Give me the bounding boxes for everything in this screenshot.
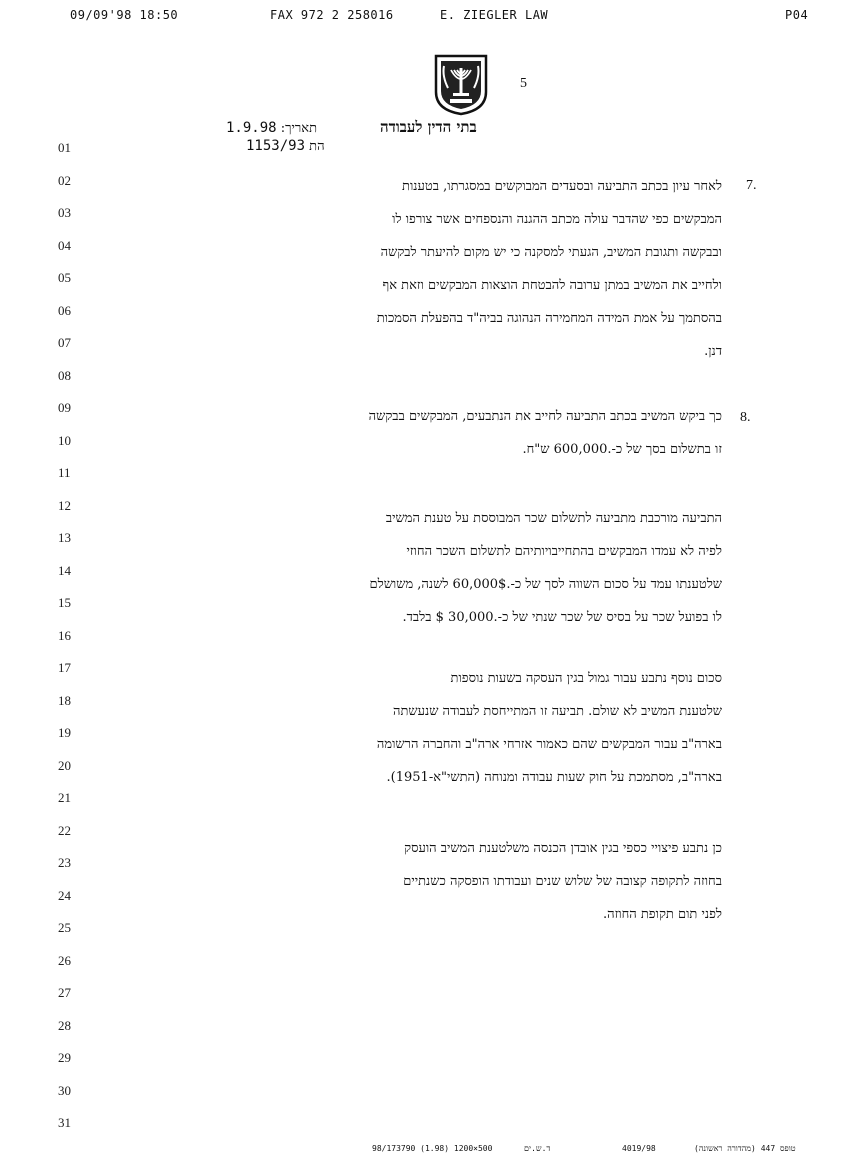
text-line: דנן. [704,344,722,359]
text-line: לו בפועל שכר על בסיס של שכר שנתי של כ-.30,000 $ בלבד. [402,610,722,625]
page-number: 5 [520,76,527,91]
paragraph-8 [369,406,722,472]
paragraph-income-loss-claim [403,838,722,937]
line-number: 09 [58,400,71,415]
line-number: 24 [58,887,71,903]
text-line: שלטענתו עמד על סכום השווה לסך של כ-.60,000$ לשנה, משושלם [369,577,722,592]
text-line: כך ביקש המשיב בכתב התביעה לחייב את הנתבעים, המבקשים בבקשה [368,409,722,424]
date-label: תאריך: [280,121,318,136]
text-line: לפיה לא עמדו המבקשים בהתחייבויותיהם לתשלום השכר החוזי [406,544,722,559]
text-line: לאחר עיון בכתב התביעה ובסעדים המבוקשים במסגרתו, בטענות [402,179,722,194]
line-number: 23 [58,855,71,870]
line-number: 04 [58,237,71,253]
state-emblem-icon [432,52,490,116]
text-line: זו בתשלום בסך של כ-.600,000 ש"ח. [522,442,722,457]
line-number: 28 [58,1017,71,1033]
line-number: 17 [58,660,71,675]
line-number: 01 [58,140,71,155]
paragraph-7 [377,176,722,374]
line-number: 13 [58,530,71,545]
text-line: לפני תום תקופת החוזה. [603,907,722,922]
fax-number: FAX 972 2 258016 [270,8,394,22]
form-name: טופס 447 (מהדורה ראשונה) [694,1144,796,1153]
line-number: 21 [58,790,71,805]
line-number: 27 [58,985,71,1000]
form-code: 98/173790 (1.98) 1200×500 [372,1144,493,1153]
date-line [226,120,317,136]
text-line: סכום נוסף נתבע עבור גמול בגין העסקה בשעות נוספות [450,671,722,686]
text-line: המבקשים כפי שהדבר עולה מכתב ההגנה והנספחים אשר צורפו לו [392,212,722,227]
paragraph-number: 8. [740,410,751,425]
text-line: ולחייב את המשיב במתן ערובה להבטחת הוצאות המבקשים וזאת אף [382,278,722,293]
text-line: בארה"ב עבור המבקשים שהם כאמור אזרחי ארה"ב והחברה הרשומה [376,737,722,752]
text-line: כן נתבע פיצויי כספי בגין אובדן הכנסה משלטענת המשיב הועסק [404,841,722,856]
line-number: 07 [58,335,71,350]
date-value: 1.9.98 [226,120,277,136]
line-number: 31 [58,1115,71,1130]
paragraph-number: 7. [746,178,757,193]
line-number: 15 [58,595,71,610]
form-ref: 4019/98 [622,1144,656,1153]
fax-datetime: 09/09'98 18:50 [70,8,179,22]
case-line [246,138,325,154]
text-line: התביעה מורכבת מתביעה לתשלום שכר המבוססת על טענת המשיב [385,511,722,526]
line-number: 08 [58,367,71,383]
paragraph-overtime-claim [377,668,722,800]
case-value: 1153/93 [246,138,306,154]
text-line: בהסתמך על אמת המידה המחמירה הנהוגה בביה"ד בהפעלת הסמכות [376,311,722,326]
case-label: הת [309,139,325,154]
line-number: 19 [58,725,71,740]
line-number: 16 [58,627,71,643]
printer-mark: ד.ש.ים [524,1144,551,1153]
fax-sender: E. ZIEGLER LAW [440,8,549,22]
line-number: 03 [58,205,71,220]
line-number: 29 [58,1050,71,1065]
line-number: 18 [58,692,71,708]
line-number: 22 [58,822,71,838]
line-number: 12 [58,497,71,513]
line-number: 05 [58,270,71,285]
text-line: בארה"ב, מסתמכת על חוק שעות עבודה ומנוחה (התשי"א-1951). [386,770,722,785]
text-line: ובבקשה ותגובת המשיב, הגעתי למסקנה כי יש מקום להיעתר לבקשה [380,245,722,260]
text-line: בחוזה לתקופה קצובה של שלוש שנים ועבודתו הופסקה כשנתיים [403,874,722,889]
line-number: 06 [58,302,71,318]
line-number: 11 [58,465,71,480]
line-number: 30 [58,1082,71,1098]
line-number: 10 [58,432,71,448]
fax-page: P04 [785,8,809,22]
fax-header [0,8,864,28]
paragraph-salary-claim [370,508,722,640]
court-name: בתי הדין לעבודה [380,118,477,136]
line-number: 25 [58,920,71,935]
text-line: שלטענת המשיב לא שולם. תביעה זו המתייחסת לעבודה שנעשתה [393,704,722,719]
line-number: 14 [58,562,71,578]
line-number: 02 [58,172,71,188]
line-number: 20 [58,757,71,773]
margin-line-numbers [58,138,98,1146]
line-number: 26 [58,952,71,968]
